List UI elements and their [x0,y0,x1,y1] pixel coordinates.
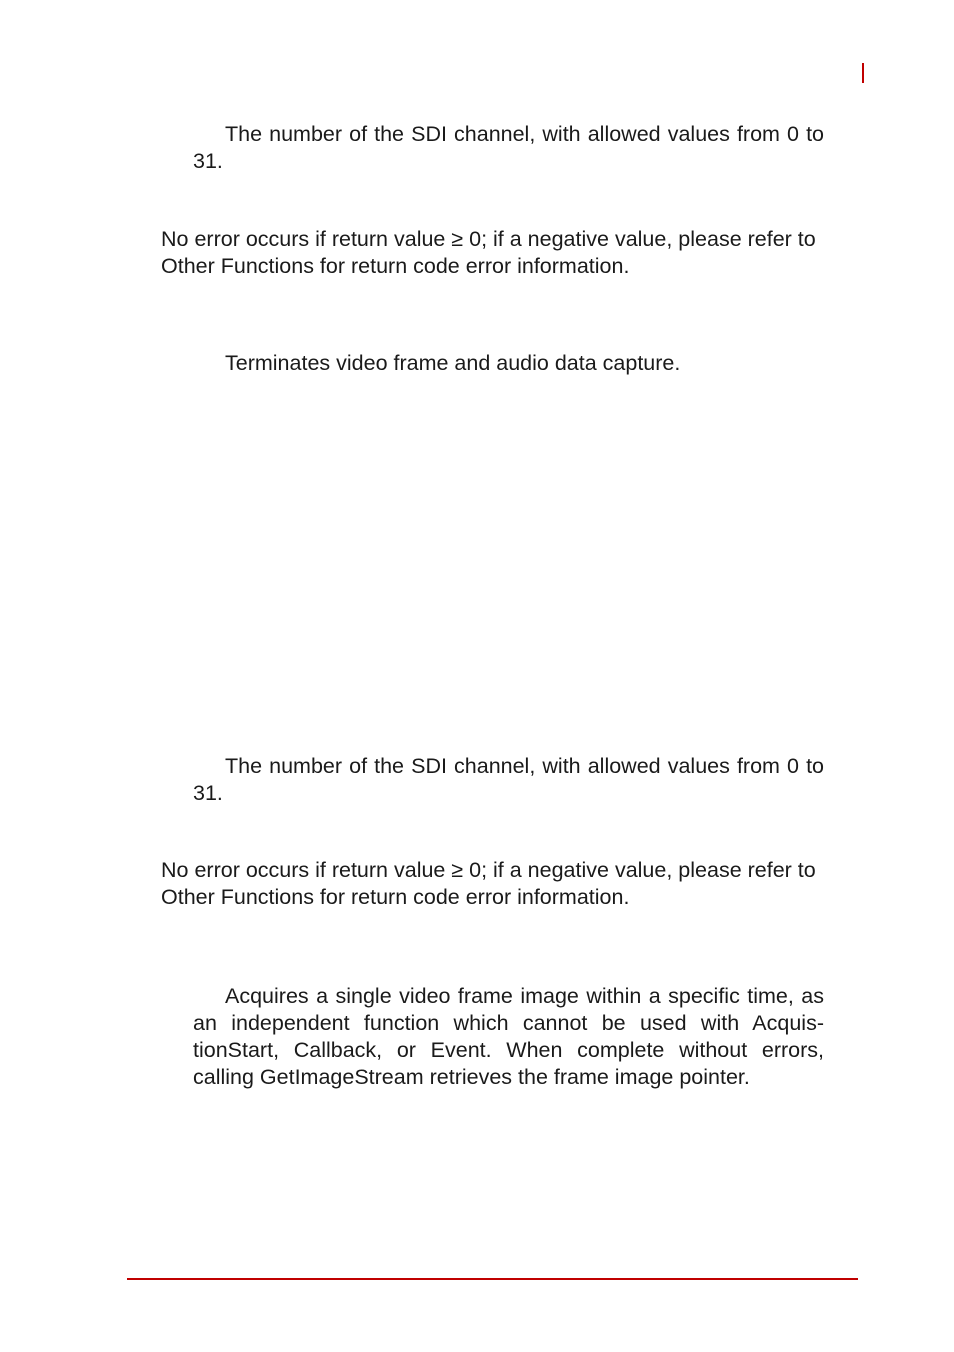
return-value-description: No error occurs if return value ≥ 0; if a negative value, please refer to Other Functions for return code error information. [161,227,816,278]
function-description: Terminates video frame and audio data capture. [225,351,681,375]
footer-rule [127,1278,858,1280]
header-marker [862,63,864,83]
function-description: Acquires a single video frame image within a specific time, as an independent function which cannot be used with AcquistionStart, Callback, or Event. When complete without errors, calling GetImageStream retrieves the frame image pointer. [193,984,824,1089]
return-value-description: No error occurs if return value ≥ 0; if a negative value, please refer to Other Functions for return code error information. [161,858,816,909]
parameter-description: The number of the SDI channel, with allowed values from 0 to 31. [193,122,824,173]
parameter-description: The number of the SDI channel, with allowed values from 0 to 31. [193,754,824,805]
